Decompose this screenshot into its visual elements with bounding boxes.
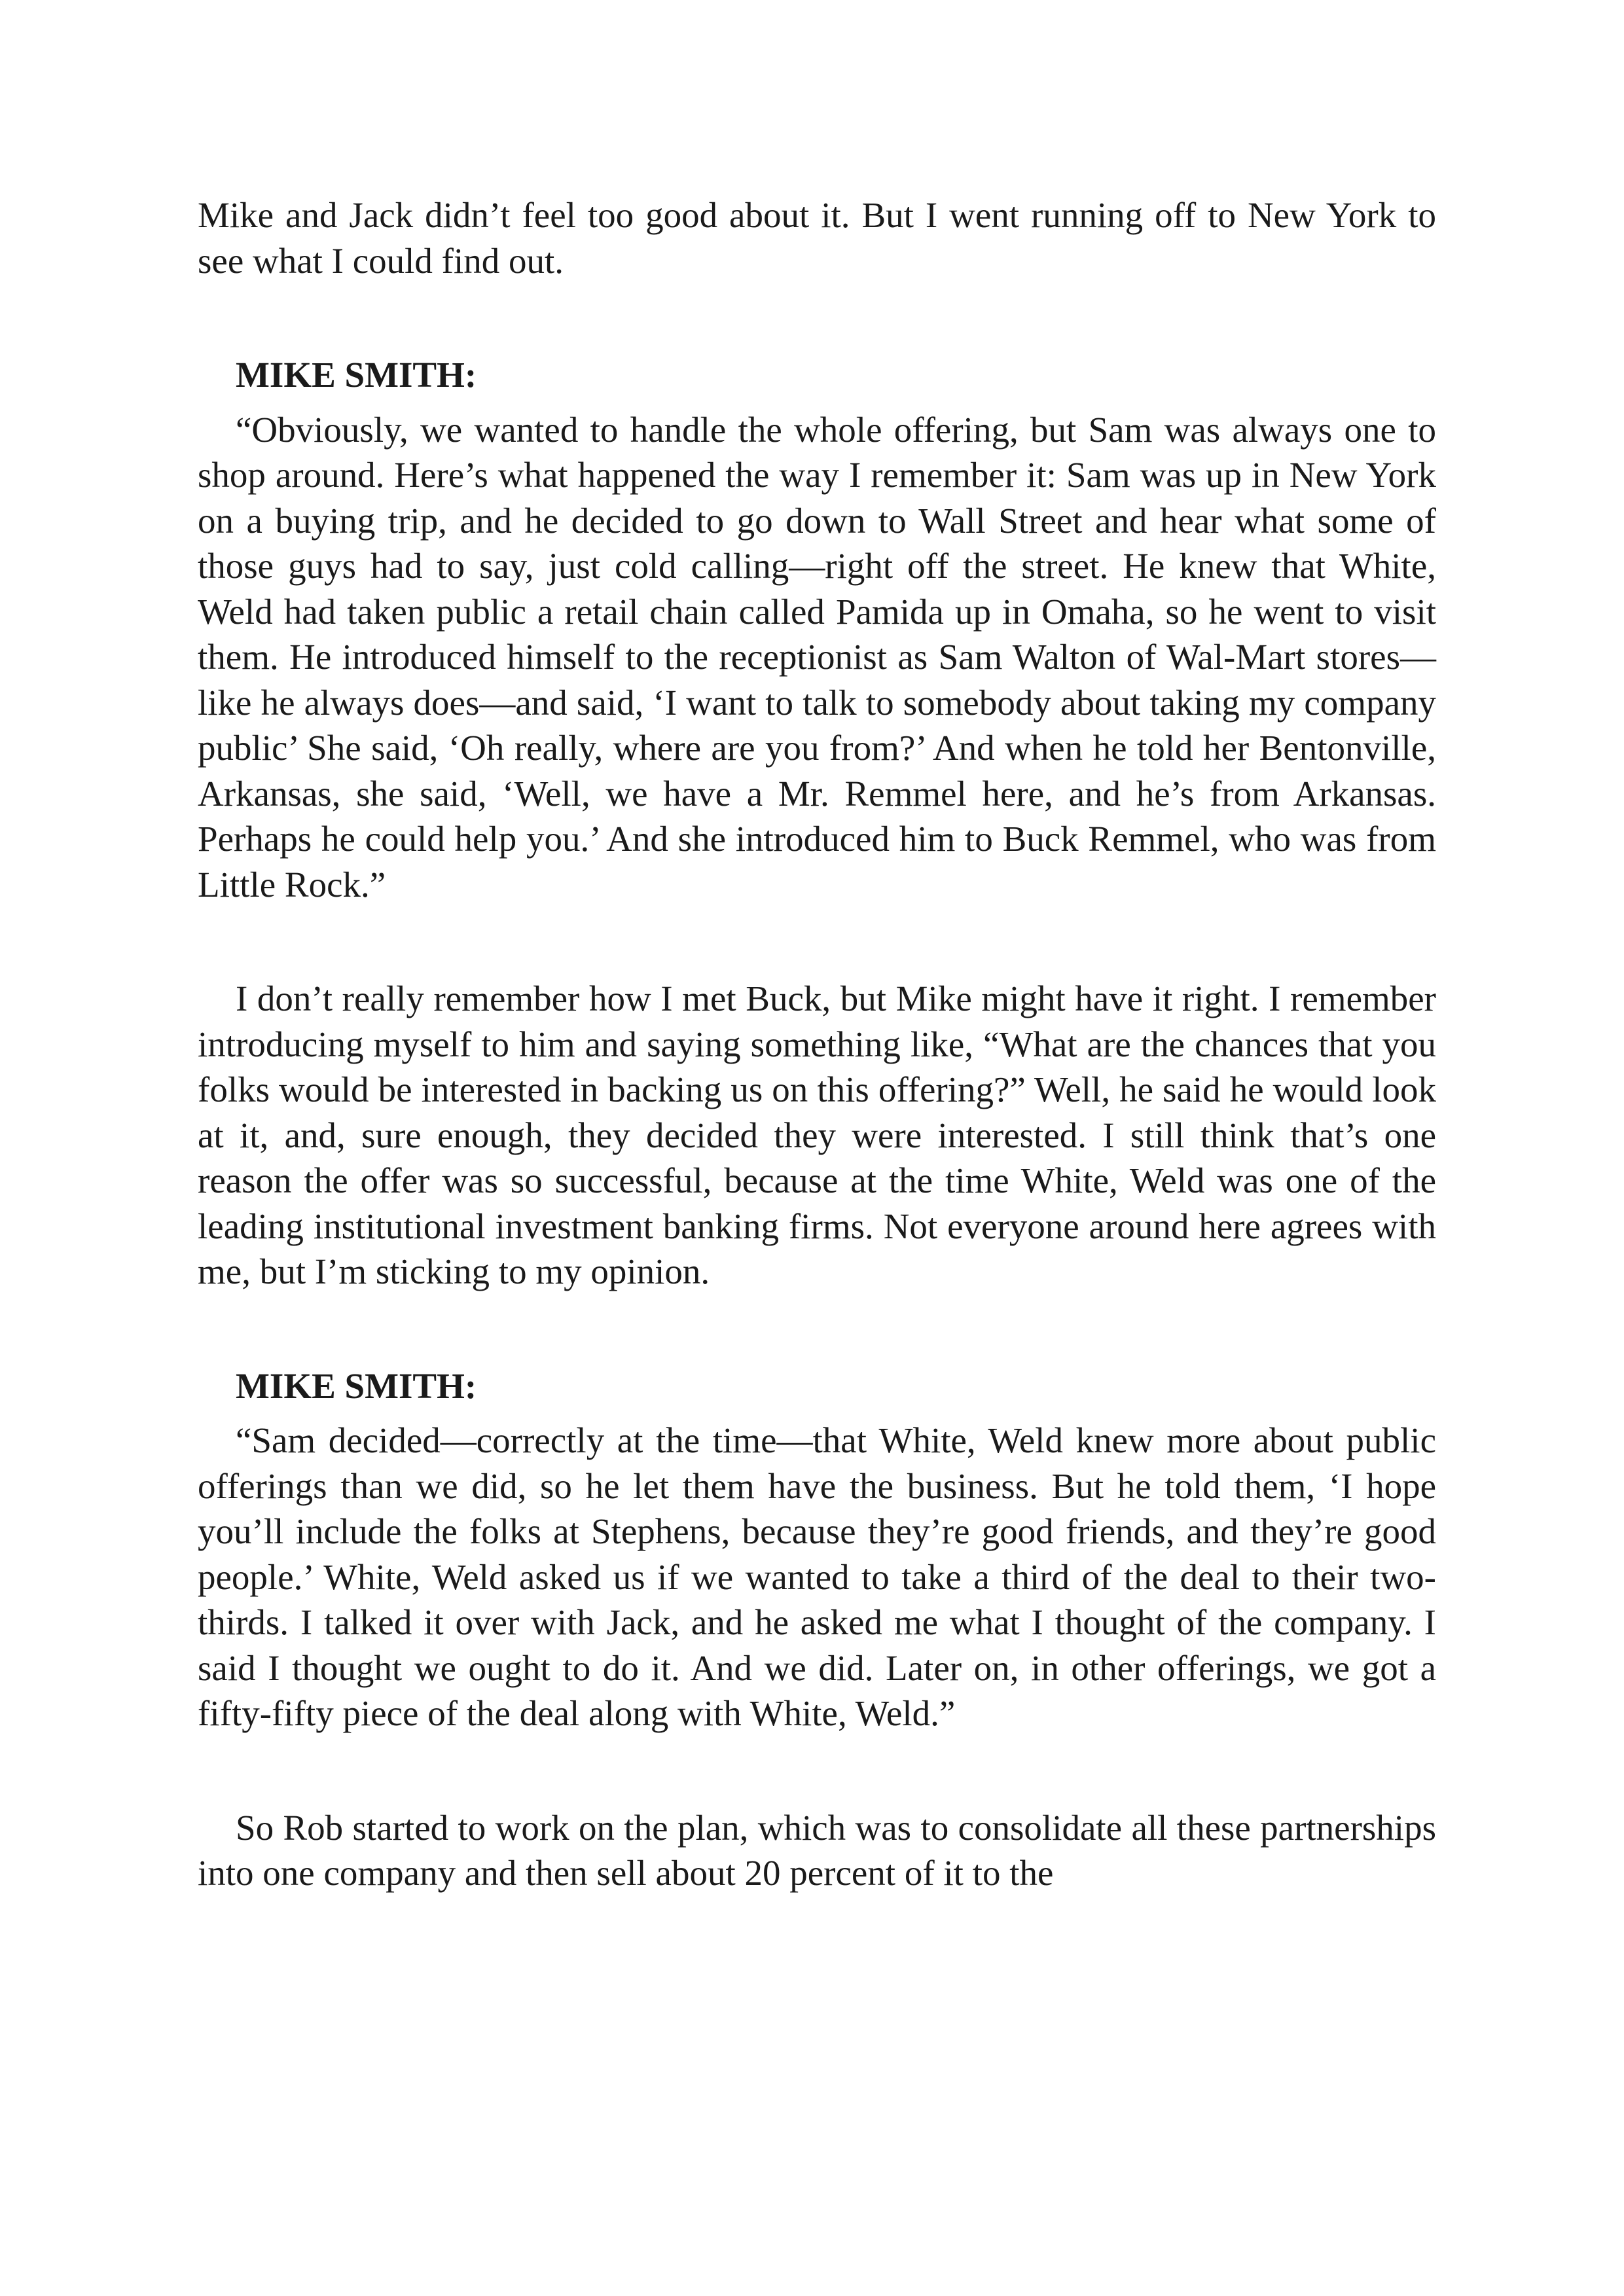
- speaker-heading: MIKE SMITH:: [236, 355, 477, 395]
- document-page: [198, 192, 1436, 1896]
- body-paragraph: I don’t really remember how I met Buck, but Mike might have it right. I remember introducing myself to him and saying something like, “What are the chances that you folks would be interested in backing us on this offering?” Well, he said he would look at it, and, sure enough, they decided they were interested. I still think that’s one reason the offer was so successful, because at the time White, Weld was one of the leading institutional investment banking firms. Not everyone around here agrees with me, but I’m sticking to my opinion.: [198, 978, 1436, 1291]
- quote-paragraph: “Sam decided—correctly at the time—that White, Weld knew more about public offerings than we did, so he let them have the business. But he told them, ‘I hope you’ll include the folks at Stephens, because they’re good friends, and they’re good people.’ White, Weld asked us if we wanted to take a third of the deal to their two-thirds. I talked it over with Jack, and he asked me what I thought of the company. I said I thought we ought to do it. And we did. Later on, in other offerings, we got a fifty-fifty piece of the deal along with White, Weld.”: [198, 1420, 1436, 1733]
- body-paragraph: So Rob started to work on the plan, which was to consolidate all these partnerships into one company and then sell about 20 percent of it to the: [198, 1807, 1436, 1893]
- paragraph-intro: Mike and Jack didn’t feel too good about it. But I went running off to New York to see what I could find out.: [198, 195, 1436, 281]
- quote-paragraph: “Obviously, we wanted to handle the whole offering, but Sam was always one to shop around. Here’s what happened the way I remember it: Sam was up in New York on a buying trip, and he decided to go down to Wall Street and hear what some of those guys had to say, just cold calling—right off the street. He knew that White, Weld had taken public a retail chain called Pamida up in Omaha, so he went to visit them. He introduced himself to the receptionist as Sam Walton of Wal-Mart stores—like he always does—and said, ‘I want to talk to somebody about taking my company public’ She said, ‘Oh really, where are you from?’ And when he told her Bentonville, Arkansas, she said, ‘Well, we have a Mr. Remmel here, and he’s from Arkansas. Perhaps he could help you.’ And she introduced him to Buck Remmel, who was from Little Rock.”: [198, 409, 1436, 905]
- speaker-heading: MIKE SMITH:: [236, 1365, 477, 1406]
